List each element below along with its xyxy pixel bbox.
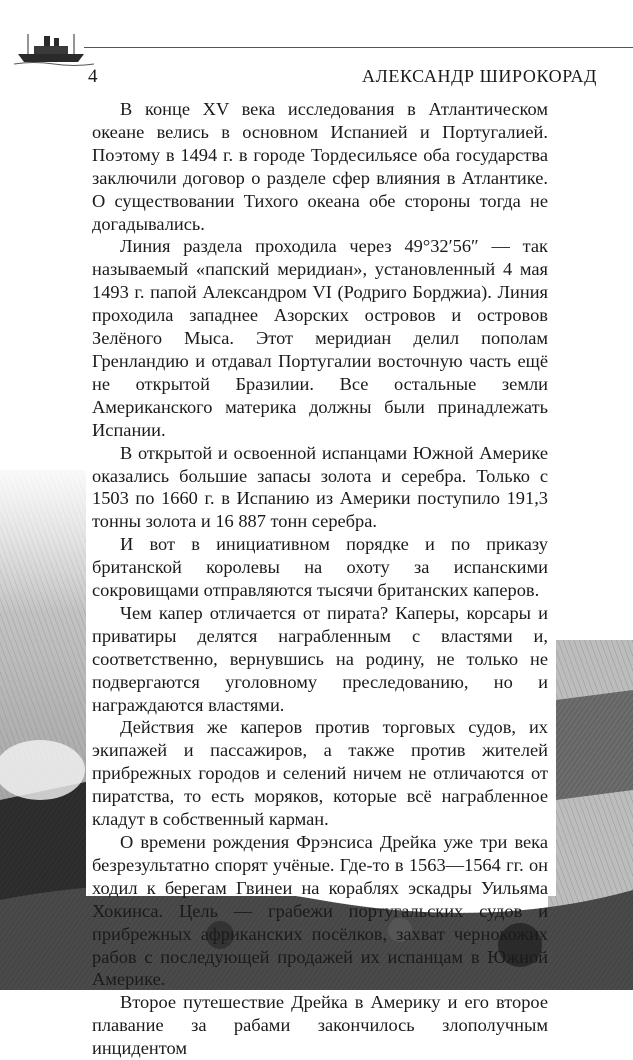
paragraph: Действия же каперов против торговых судов, их экипажей и пассажиров, а также против жителей прибрежных городов и селений ничем не отличаются от пиратства, то есть моряков, которые всё награбленное кладут в собственный карман.	[92, 717, 548, 830]
page-number: 4	[88, 66, 98, 87]
running-head: АЛЕКСАНДР ШИРОКОРАД	[362, 66, 597, 86]
paragraph: В открытой и освоенной испанцами Южной Америке оказались большие запасы золота и серебра. Только с 1503 по 1660 г. в Испанию из Америки поступило 191,3 тонны золота и 16 887 тонн серебра.	[92, 442, 548, 532]
page-header	[0, 0, 633, 90]
paragraph: О времени рождения Фрэнсиса Дрейка уже три века безрезультатно спорят учёные. Где-то в 1563—1564 гг. он ходил к берегам Гвинеи на кораблях эскадры Уильяма Хокинса. Цель — грабежи португальских судов и прибрежных африканских посёлков, захват чернокожих рабов с последующей продажей их испанцам в Южной Америке.	[92, 832, 548, 990]
steamship-icon	[14, 28, 94, 68]
paragraph: И вот в инициативном порядке и по приказу британской королевы на охоту за испанскими сокровищами отправляются тысячи британских каперов.	[92, 534, 548, 601]
header-rule	[84, 47, 633, 48]
paragraph: Второе путешествие Дрейка в Америку и его второе плавание за рабами закончилось злополучным инцидентом	[92, 992, 548, 1059]
body-text	[92, 98, 548, 1060]
paragraph: Чем капер отличается от пирата? Каперы, корсары и приватиры делятся награбленным с властями и, соответственно, вернувшись на родину, не только не подвергаются уголовному преследованию, но и награждаются властями.	[92, 602, 548, 715]
paragraph: Линия раздела проходила через 49°32′56″ — так называемый «папский меридиан», установленный 4 мая 1493 г. папой Александром VI (Родриго Борджиа). Линия проходила западнее Азорских островов и островов Зелёного Мыса. Этот меридиан делил пополам Гренландию и отдавал Португалии восточную часть ещё не открытой Бразилии. Все остальные земли Американского материка должны были принадлежать Испании.	[92, 236, 548, 440]
paragraph: В конце XV века исследования в Атлантическом океане велись в основном Испанией и Португалией. Поэтому в 1494 г. в городе Тордесильясе оба государства заключили договор о разделе сфер влияния в Атлантике. О существовании Тихого океана обе стороны тогда не догадывались.	[92, 99, 548, 234]
